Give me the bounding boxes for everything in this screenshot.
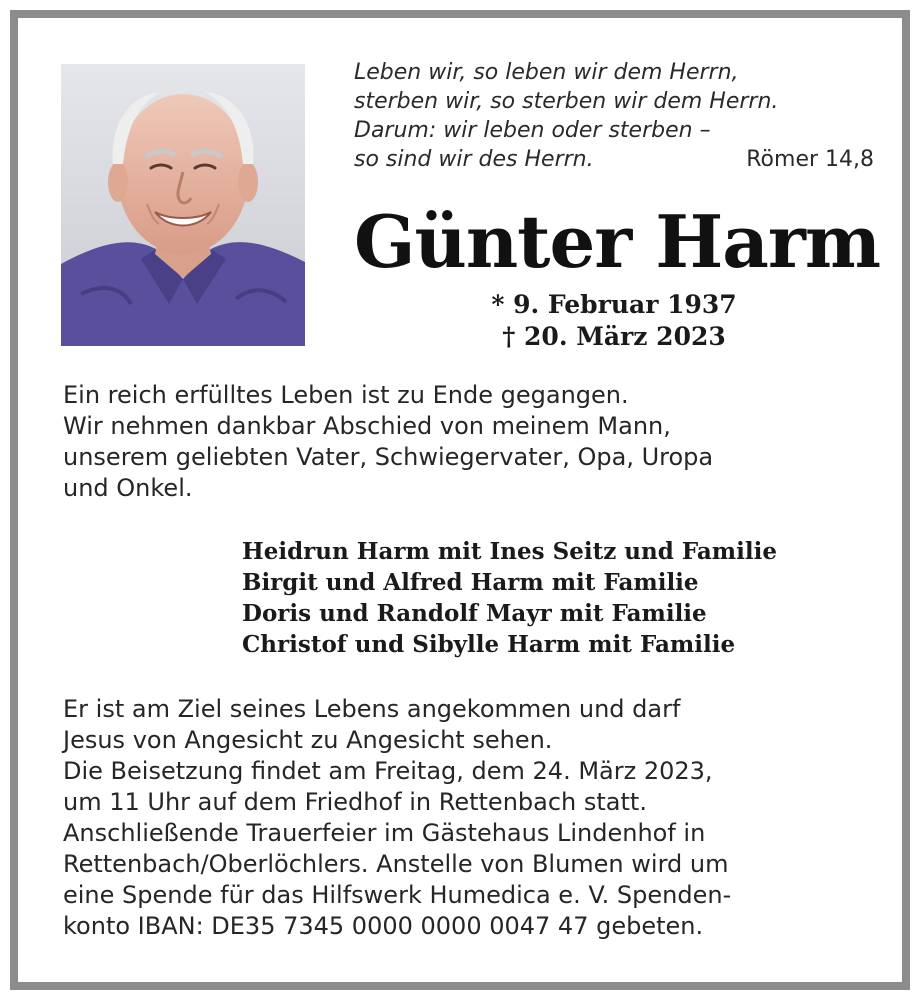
mourner-entry: Christof und Sibylle Harm mit Familie <box>242 631 736 658</box>
intro-line: Wir nehmen dankbar Abschied von meinem Mann, <box>63 412 671 440</box>
verse-line: Leben wir, so leben wir dem Herrn, <box>354 60 739 85</box>
mourner-entry: Birgit und Alfred Harm mit Familie <box>242 569 699 596</box>
closing-line: Er ist am Ziel seines Lebens angekommen und darf <box>63 695 681 723</box>
deceased-name: Günter Harm <box>354 199 881 284</box>
death-date: † 20. März 2023 <box>502 322 726 351</box>
verse-reference: Römer 14,8 <box>746 147 874 172</box>
portrait-image <box>61 64 305 346</box>
closing-paragraph <box>63 694 883 942</box>
closing-line: Die Beisetzung findet am Freitag, dem 24. März 2023, <box>63 757 713 785</box>
obituary-content <box>24 24 896 976</box>
intro-line: Ein reich erfülltes Leben ist zu Ende gegangen. <box>63 381 629 409</box>
birth-date: * 9. Februar 1937 <box>491 290 737 319</box>
intro-line: unserem geliebten Vater, Schwiegervater, Opa, Uropa <box>63 443 714 471</box>
closing-line: eine Spende für das Hilfswerk Humedica e. V. Spenden- <box>63 881 732 909</box>
mourner-entry: Doris und Randolf Mayr mit Familie <box>242 600 707 627</box>
closing-line: Jesus von Angesicht zu Angesicht sehen. <box>63 726 553 754</box>
intro-paragraph <box>63 380 883 504</box>
closing-line: um 11 Uhr auf dem Friedhof in Rettenbach statt. <box>63 788 647 816</box>
verse-line: so sind wir des Herrn. <box>354 147 594 172</box>
mourners-list <box>242 536 862 660</box>
verse-line: sterben wir, so sterben wir dem Herrn. <box>354 89 779 114</box>
portrait-photo <box>61 64 305 346</box>
intro-line: und Onkel. <box>63 474 193 502</box>
closing-line: Anschließende Trauerfeier im Gästehaus Lindenhof in <box>63 819 706 847</box>
obituary-frame <box>10 10 910 990</box>
closing-line: Rettenbach/Oberlöchlers. Anstelle von Blumen wird um <box>63 850 729 878</box>
closing-line: konto IBAN: DE35 7345 0000 0000 0047 47 gebeten. <box>63 912 704 940</box>
mourner-entry: Heidrun Harm mit Ines Seitz und Familie <box>242 538 777 565</box>
verse-line: Darum: wir leben oder sterben – <box>354 118 711 143</box>
life-dates <box>354 289 874 353</box>
bible-verse <box>354 58 874 174</box>
